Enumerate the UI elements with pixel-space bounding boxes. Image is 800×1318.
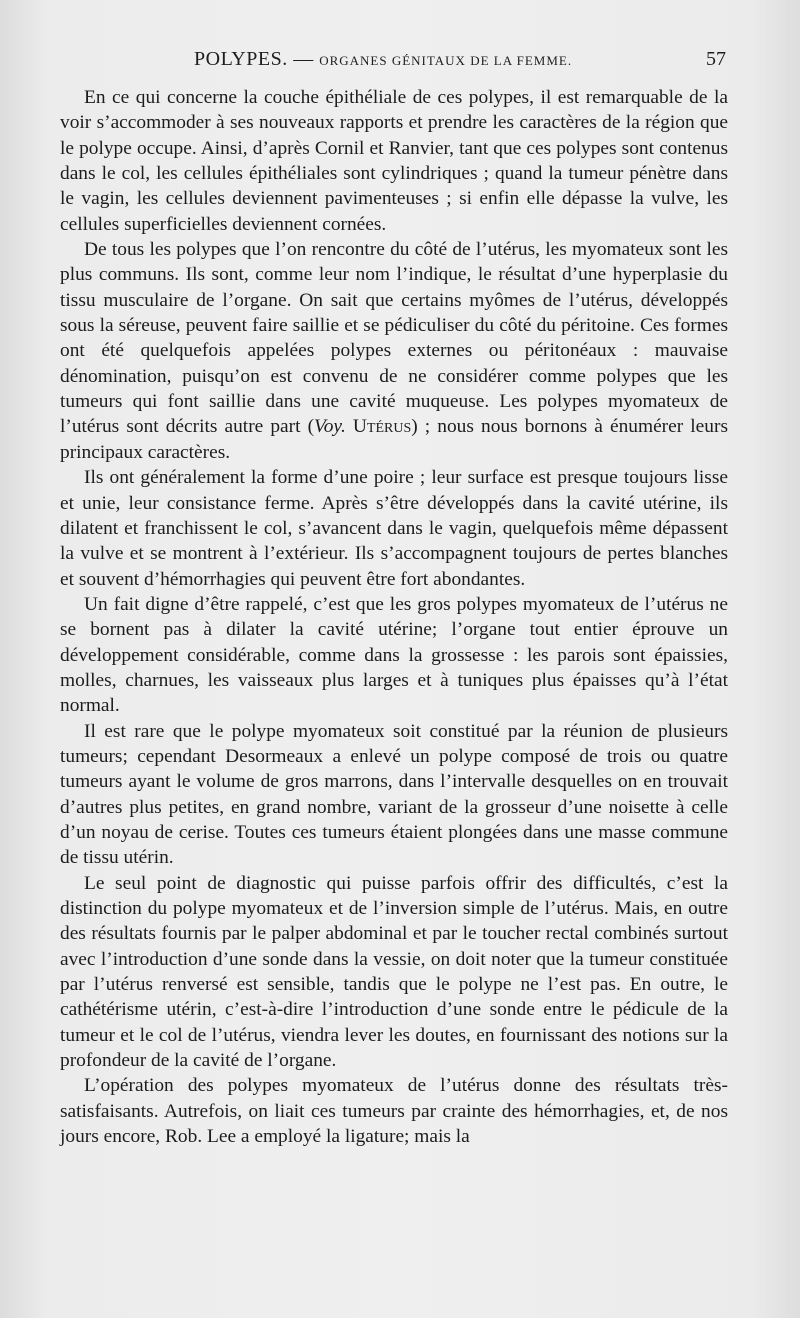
paragraph-7: L’opération des polypes myomateux de l’utérus donne des résultats très-satisfaisants. Autrefois, on liait ces tumeurs par crainte des hémorrhagies, et, de nos jours encore, Rob. Lee a employé la ligature; mais la	[60, 1075, 728, 1148]
header-subtitle: ORGANES GÉNITAUX DE LA FEMME.	[319, 53, 573, 68]
uterus-reference: Utérus	[352, 416, 412, 438]
running-header	[60, 48, 728, 74]
paragraph-1: En ce qui concerne la couche épithéliale de ces polypes, il est remarquable de la voir s’accommoder à ses nouveaux rapports et prendre les caractères de la région que le polype occupe. Ainsi, d’après Cornil et Ranvier, tant que ces polypes sont contenus dans le col, les cellules épithéliales sont cylindriques ; quand la tumeur pénètre dans le vagin, les cellules deviennent pavimenteuses ; si enfin elle dépasse la vulve, les cellules superficielles deviennent cornées.	[60, 87, 728, 235]
header-title-main: POLYPES.	[194, 48, 288, 70]
header-title	[194, 48, 572, 71]
paragraph-4: Un fait digne d’être rappelé, c’est que les gros polypes myomateux de l’utérus ne se bornent pas à dilater la cavité utérine; l’organe tout entier éprouve un développement considérable, comme dans la grossesse : les parois sont épaissies, molles, charnues, les vaisseaux plus larges et à tuniques plus épaisses qu’à l’état normal.	[60, 593, 728, 717]
body-text	[60, 85, 728, 1149]
paragraph-6: Le seul point de diagnostic qui puisse parfois offrir des difficultés, c’est la distinction du polype myomateux et de l’inversion simple de l’utérus. Mais, en outre des résultats fournis par le palper abdominal et par le toucher rectal combinés surtout avec l’introduction d’une sonde dans la vessie, on doit noter que la tumeur constituée par l’utérus renversé est sensible, tandis que le polype ne l’est pas. En outre, le cathétérisme utérin, c’est-à-dire l’introduction d’une sonde entre le pédicule de la tumeur et le col de l’utérus, viendra lever les doutes, en fournissant des notions sur la profondeur de la cavité de l’organe.	[60, 872, 728, 1072]
paragraph-2	[60, 237, 728, 465]
paragraph-2-text-after: ) ; nous nous bornons à énumérer leurs principaux caractères.	[60, 416, 728, 463]
paragraph-3: Ils ont généralement la forme d’une poire ; leur surface est presque toujours lisse et unie, leur consistance ferme. Après s’être développés dans la cavité utérine, ils dilatent et franchissent le col, s’avancent dans le vagin, quelquefois même dépassent la vulve et se montrent à l’extérieur. Ils s’accompagnent toujours de pertes blanches et souvent d’hémorrhagies qui peuvent être fort abondantes.	[60, 467, 728, 590]
page-number: 57	[706, 48, 726, 70]
paragraph-2-text: De tous les polypes que l’on rencontre du côté de l’utérus, les myomateux sont les plus communs. Ils sont, comme leur nom l’indique, le résultat d’une hyperplasie du tissu musculaire de l’organe. On sait que certains myômes de l’utérus, développés sous la séreuse, peuvent faire saillie et se pédiculiser du côté du péritoine. Ces formes ont été quelquefois appelées polypes externes ou péritonéaux : mauvaise dénomination, puisqu’on est convenu de ne considérer comme polypes que les tumeurs qui font saillie dans une cavité muqueuse. Les polypes myomateux de l’utérus sont décrits autre part (	[60, 239, 728, 438]
header-dash: —	[287, 48, 320, 70]
voy-reference: Voy.	[314, 416, 346, 438]
paragraph-5: Il est rare que le polype myomateux soit constitué par la réunion de plusieurs tumeurs; cependant Desormeaux a enlevé un polype composé de trois ou quatre tumeurs ayant le volume de gros marrons, dans l’intervalle desquelles on en trouvait d’autres plus petites, en grand nombre, variant de la grosseur d’une noisette à celle d’un noyau de cerise. Toutes ces tumeurs étaient plongées dans une masse commune de tissu utérin.	[60, 720, 728, 869]
